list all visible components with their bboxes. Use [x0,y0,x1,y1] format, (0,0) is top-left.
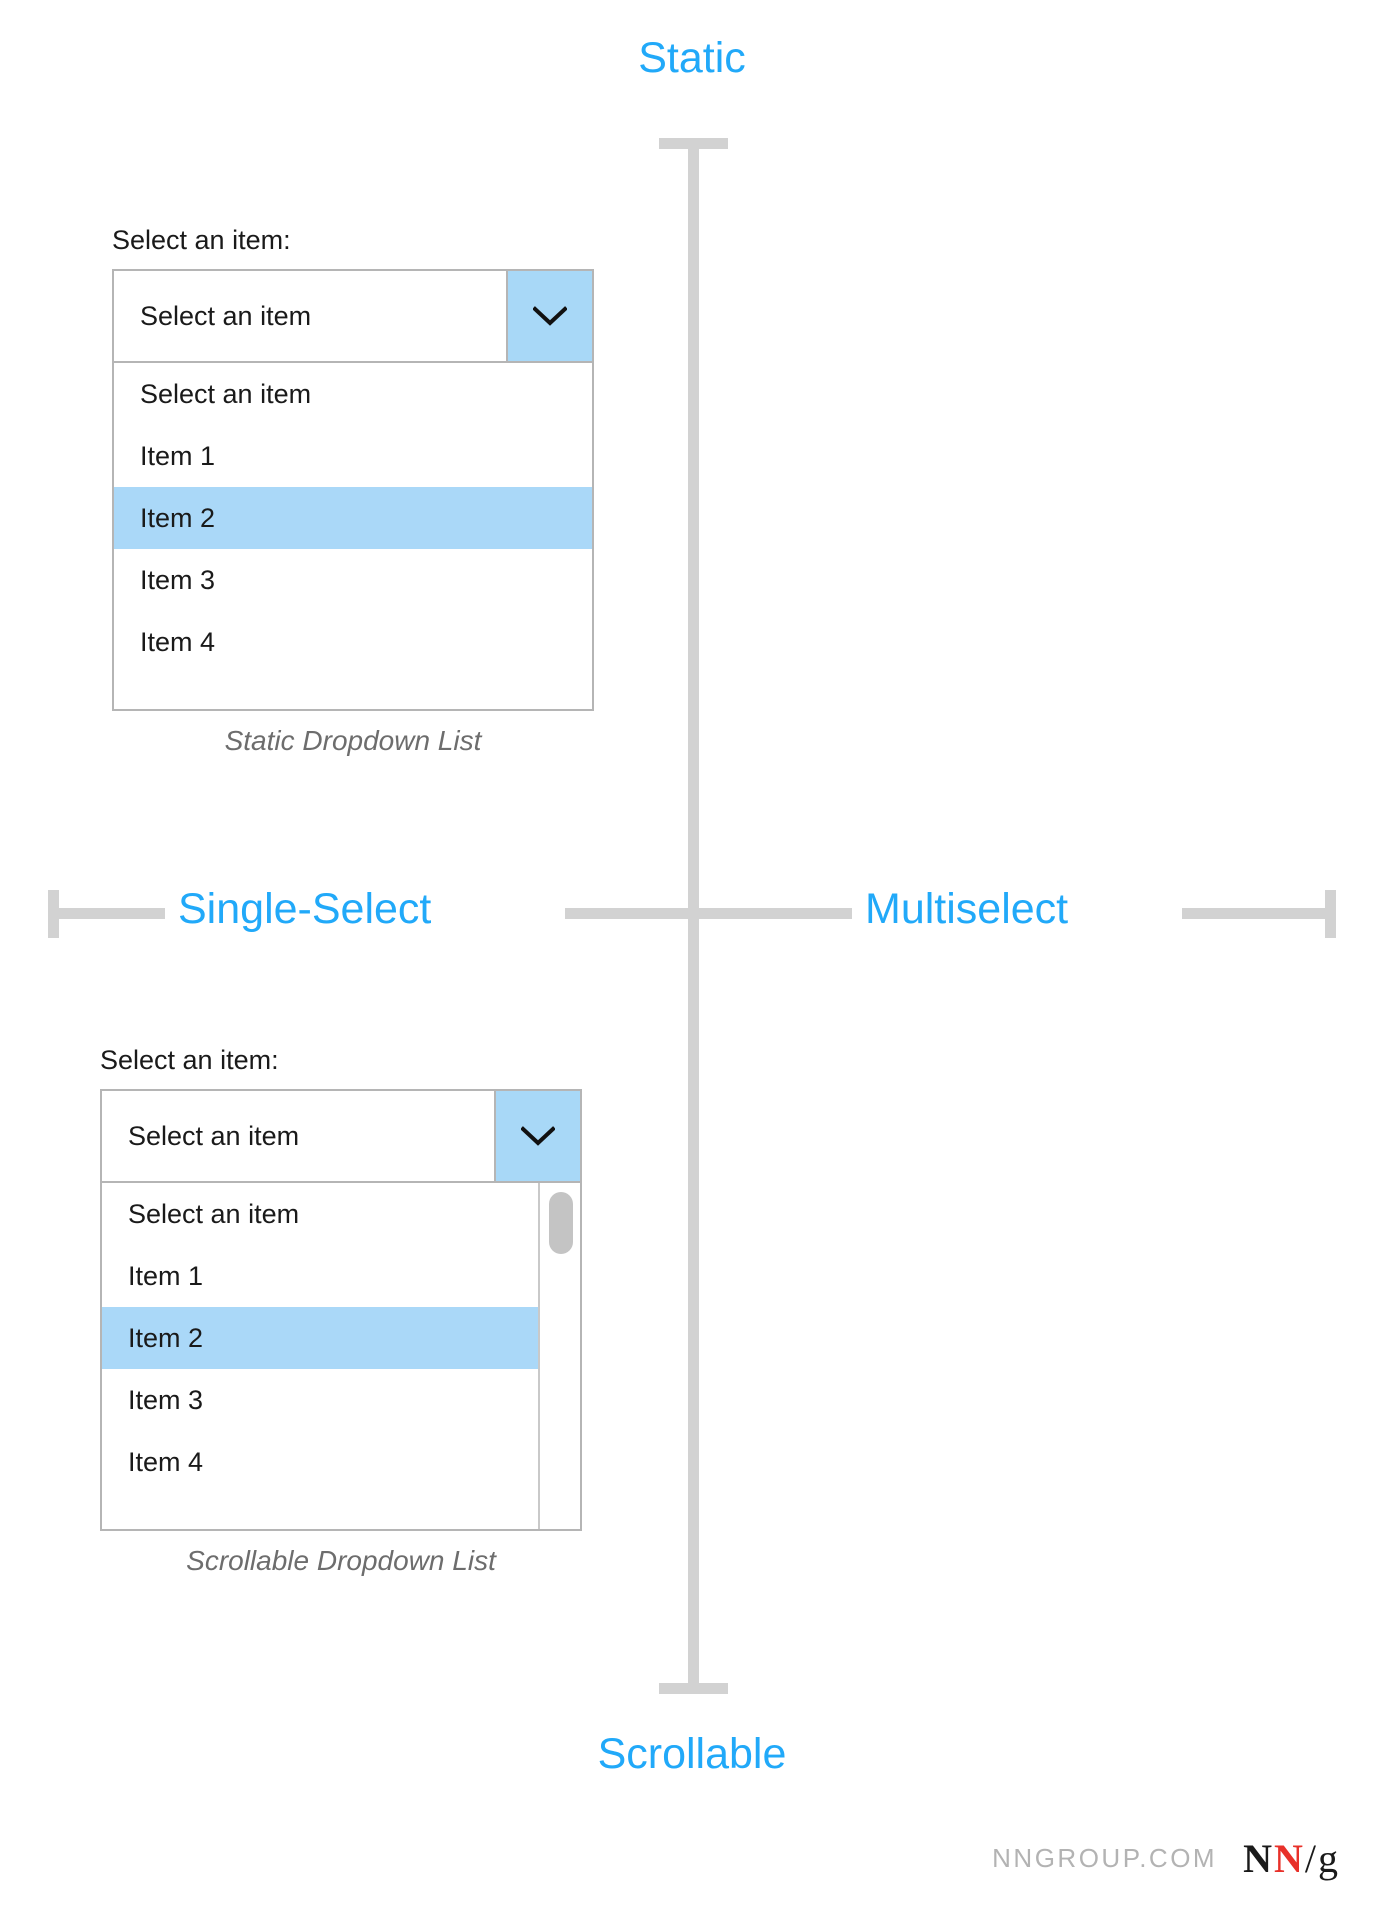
list-item[interactable]: Item 4 [140,626,216,657]
static-dropdown-widget [112,225,594,757]
scrollable-listbox[interactable] [100,1183,582,1531]
logo-slash: / [1304,1836,1316,1881]
scrollable-dropdown-widget [100,1045,582,1577]
axis-cap-top [659,138,728,149]
scrollable-caption: Scrollable Dropdown List [186,1545,496,1576]
list-item[interactable]: Item 2 [114,487,592,549]
logo-n1: N [1243,1836,1272,1881]
chevron-down-icon [533,306,567,326]
axis-label-multiselect: Multiselect [865,885,1069,933]
axis-label-single-select: Single-Select [178,885,432,933]
list-item[interactable]: Item 3 [128,1384,204,1415]
chevron-down-icon [521,1126,555,1146]
list-item[interactable]: Select an item [140,378,312,409]
scrollable-select-box[interactable] [100,1089,582,1183]
static-select-box[interactable] [112,269,594,363]
list-item[interactable]: Item 3 [140,564,216,595]
scrollable-field-label: Select an item: [100,1045,279,1075]
footer-url: NNGROUP.COM [992,1843,1218,1873]
static-caption: Static Dropdown List [224,725,482,756]
scrollbar-thumb[interactable] [549,1192,573,1254]
list-item[interactable]: Item 1 [140,440,216,471]
nng-logo [1243,1835,1338,1882]
list-item[interactable]: Item 2 [102,1307,566,1369]
list-item[interactable]: Select an item [128,1198,300,1229]
static-listbox[interactable] [112,363,594,711]
scrollable-select-value: Select an item [128,1120,300,1151]
list-item[interactable]: Item 1 [128,1260,204,1291]
logo-n2: N [1273,1836,1303,1881]
axis-label-static: Static [638,34,746,82]
static-dropdown-toggle[interactable] [506,271,592,361]
axis-cap-right [1325,890,1336,938]
axis-cap-bottom [659,1683,728,1694]
logo-g: g [1318,1836,1338,1881]
footer [992,1835,1338,1882]
axis-cap-left [48,890,59,938]
static-field-label: Select an item: [112,225,291,255]
scrollbar-track[interactable] [538,1183,580,1529]
list-item[interactable]: Item 4 [128,1446,204,1477]
axis-label-scrollable: Scrollable [597,1730,787,1778]
static-select-value: Select an item [140,300,312,331]
scrollable-dropdown-toggle[interactable] [494,1091,580,1181]
